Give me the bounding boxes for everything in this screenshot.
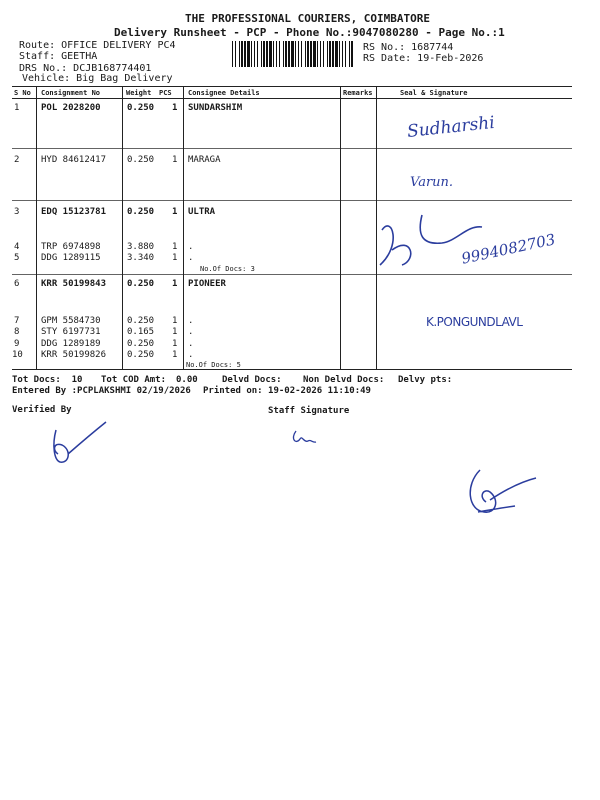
row-sno: 10 [12, 350, 23, 360]
row-pcs: 1 [172, 279, 178, 289]
svg-text:Sudharshi: Sudharshi [406, 112, 496, 142]
drs-label: DRS No.: DCJB168774401 [19, 63, 152, 74]
company-name: THE PROFESSIONAL COURIERS, COIMBATORE [185, 12, 431, 25]
row-sno: 5 [14, 253, 20, 263]
handwritten-signature [405, 112, 515, 146]
total-docs: Tot Docs: 10 [12, 375, 83, 385]
row-consignee: MARAGA [188, 155, 221, 165]
row-sno: 1 [14, 103, 20, 113]
row-consignee: . [188, 327, 194, 337]
row-pcs: 1 [172, 253, 178, 263]
verified-by-label: Verified By [12, 405, 72, 415]
table-header-line [12, 98, 572, 99]
row-pcs: 1 [172, 207, 178, 217]
row-consignment: TRP 6974898 [41, 242, 101, 252]
col-header-sno: S No [14, 89, 31, 97]
col-header-consignment: Consignment No [41, 89, 101, 97]
total-cod-label: Tot COD Amt: [101, 375, 167, 385]
row-consignee: . [188, 350, 194, 360]
row-sno: 2 [14, 155, 20, 165]
col-header-pcs: PCS [159, 89, 172, 97]
printed-on: Printed on: 19-02-2026 11:10:49 [203, 386, 371, 396]
row-pcs: 1 [172, 103, 178, 113]
col-sep-1 [36, 86, 37, 370]
row-sno: 7 [14, 316, 20, 326]
row-consignment: GPM 5584730 [41, 316, 101, 326]
verifier-signature [44, 420, 114, 474]
rs-number: RS No.: 1687744 [363, 42, 454, 53]
group-doc-count: No.Of Docs: 3 [200, 265, 255, 273]
row-sno: 6 [14, 279, 20, 289]
table-top-line [12, 86, 572, 87]
official-signature [460, 460, 540, 529]
row-consignee: PIONEER [188, 279, 226, 289]
row-weight: 0.250 [127, 316, 155, 326]
table-bottom-line [12, 369, 572, 370]
row-weight: 0.250 [127, 207, 155, 217]
staff-signature-label: Staff Signature [268, 406, 350, 416]
col-header-consignee: Consignee Details [188, 89, 260, 97]
row-pcs: 1 [172, 242, 178, 252]
staff-signature-mark [290, 427, 320, 453]
row-consignee: . [188, 253, 194, 263]
non-delivered-docs: Non Delvd Docs: [303, 375, 385, 385]
row-pcs: 1 [172, 155, 178, 165]
staff-label: Staff: GEETHA [19, 51, 98, 62]
row-consignee: SUNDARSHIM [188, 103, 243, 113]
row-pcs: 1 [172, 327, 178, 337]
handwritten-signature [408, 170, 478, 198]
total-cod-value: 0.00 [176, 375, 198, 385]
row-sno: 8 [14, 327, 20, 337]
col-sep-2 [122, 86, 123, 370]
vehicle-label: Vehicle: Big Bag Delivery [22, 73, 173, 84]
col-header-seal: Seal & Signature [400, 89, 468, 97]
row-consignee: ULTRA [188, 207, 216, 217]
row-consignment: HYD 84612417 [41, 155, 107, 165]
row-consignment: DDG 1289189 [41, 339, 101, 349]
runsheet-title: Delivery Runsheet - PCP - Phone No.:9047080280 - Page No.:1 [114, 26, 505, 39]
svg-text:9994082703: 9994082703 [459, 230, 557, 268]
delivered-docs: Delvd Docs: [222, 375, 282, 385]
row-consignee: . [188, 242, 194, 252]
row-consignment: KRR 50199843 [41, 279, 107, 289]
route-label: Route: OFFICE DELIVERY PC4 [19, 40, 176, 51]
handwritten-signature [424, 310, 554, 338]
col-sep-3 [183, 86, 184, 370]
row-weight: 3.880 [127, 242, 155, 252]
row-sno: 9 [14, 339, 20, 349]
row-consignment: STY 6197731 [41, 327, 101, 337]
row-pcs: 1 [172, 316, 178, 326]
handwritten-phone [458, 226, 568, 270]
col-header-weight: Weight [126, 89, 152, 97]
row-weight: 0.250 [127, 350, 155, 360]
barcode [231, 41, 356, 67]
row-weight: 0.250 [127, 103, 155, 113]
entered-by: Entered By :PCPLAKSHMI 02/19/2026 [12, 386, 191, 396]
col-header-remarks: Remarks [343, 89, 373, 97]
row-weight: 0.250 [127, 155, 155, 165]
delivery-points: Delvy pts: [398, 375, 453, 385]
row-consignment: POL 2028200 [41, 103, 101, 113]
row-sep [12, 200, 572, 201]
row-consignment: KRR 50199826 [41, 350, 107, 360]
row-consignee: . [188, 339, 194, 349]
col-sep-4 [340, 86, 341, 370]
row-sno: 4 [14, 242, 20, 252]
row-consignee: . [188, 316, 194, 326]
row-weight: 0.165 [127, 327, 155, 337]
row-sno: 3 [14, 207, 20, 217]
row-pcs: 1 [172, 339, 178, 349]
row-weight: 0.250 [127, 279, 155, 289]
rs-date: RS Date: 19-Feb-2026 [363, 53, 484, 64]
row-sep [12, 148, 572, 149]
row-consignment: DDG 1289115 [41, 253, 101, 263]
svg-text:Varun.: Varun. [410, 175, 454, 190]
group-doc-count: No.Of Docs: 5 [186, 361, 241, 369]
row-consignment: EDQ 15123781 [41, 207, 107, 217]
row-weight: 0.250 [127, 339, 155, 349]
svg-text:K.PONGUNDLAVL: K.PONGUNDLAVL [426, 315, 523, 329]
row-pcs: 1 [172, 350, 178, 360]
row-weight: 3.340 [127, 253, 155, 263]
